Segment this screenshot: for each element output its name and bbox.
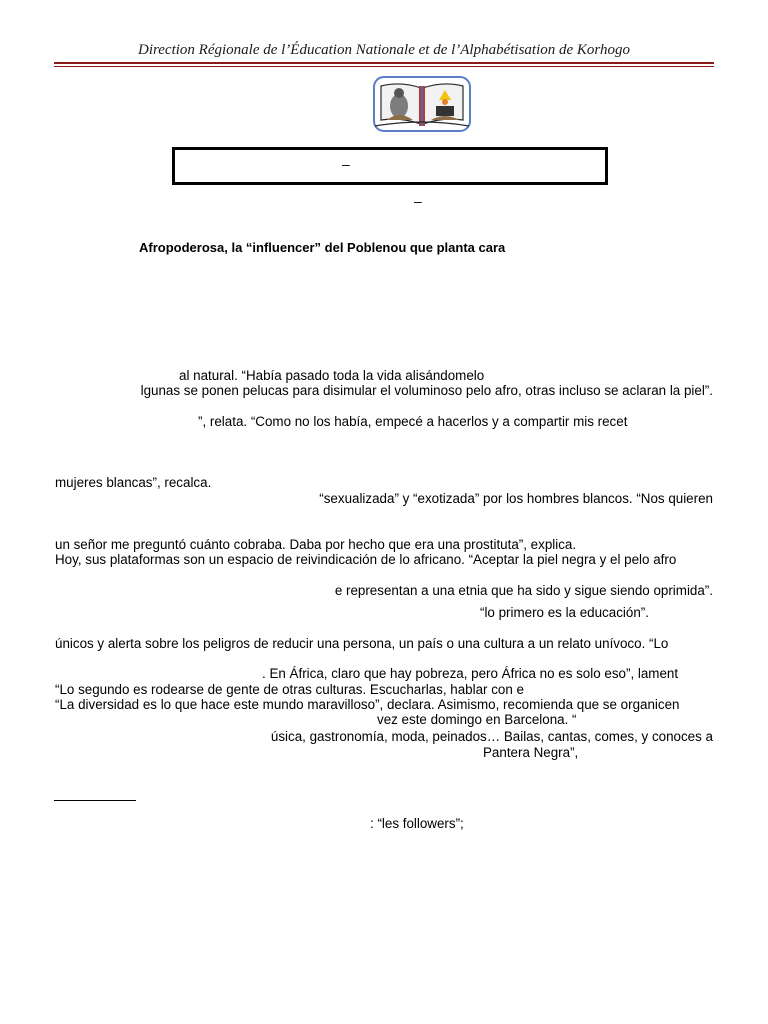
title-box-dash: – xyxy=(342,156,350,172)
body-line: “Lo segundo es rodearse de gente de otras culturas. Escucharlas, hablar con e xyxy=(55,682,524,697)
page-header-title: Direction Régionale de l’Éducation Nationale et de l’Alphabétisation de Korhogo xyxy=(137,42,630,58)
footnote-separator xyxy=(54,800,136,801)
body-line: únicos y alerta sobre los peligros de reducir una persona, un país o una cultura a un relato unívoco. “Lo xyxy=(55,636,669,651)
footnote-text: : “les followers”; xyxy=(370,816,464,831)
body-line: “lo primero es la educación”. xyxy=(480,605,649,620)
body-line: un señor me preguntó cuánto cobraba. Daba por hecho que era una prostituta”, explica. xyxy=(55,537,577,552)
body-line: ”, relata. “Como no los había, empecé a hacerlos y a compartir mis recet xyxy=(198,414,628,429)
header-rule-thin xyxy=(54,66,714,67)
body-line: “sexualizada” y “exotizada” por los hombres blancos. “Nos quieren xyxy=(319,491,713,506)
title-box xyxy=(172,147,608,185)
subtitle-dash: – xyxy=(414,193,422,209)
body-line: Hoy, sus plataformas son un espacio de reivindicación de lo africano. “Aceptar la piel negra y el pelo afro xyxy=(55,552,677,567)
body-line: vez este domingo en Barcelona. “ xyxy=(377,712,577,727)
body-line: úsica, gastronomía, moda, peinados… Bailas, cantas, comes, y conoces a xyxy=(270,729,713,744)
body-line: “La diversidad es lo que hace este mundo maravilloso”, declara. Asimismo, recomienda que se organicen xyxy=(55,697,680,712)
body-line: al natural. “Había pasado toda la vida alisándomelo xyxy=(179,368,485,383)
body-line: e representan a una etnia que ha sido y sigue siendo oprimida”. xyxy=(334,583,713,598)
article-headline: Afropoderosa, la “influencer” del Poblenou que planta cara xyxy=(139,240,506,255)
body-line: lgunas se ponen pelucas para disimular el voluminoso pelo afro, otras incluso se aclaran la piel”. xyxy=(140,383,713,398)
body-line: . En África, claro que hay pobreza, pero África no es solo eso”, lament xyxy=(262,666,679,681)
open-book-emblem-icon xyxy=(373,76,471,132)
body-line: Pantera Negra”, xyxy=(483,745,579,760)
header-rule-thick xyxy=(54,62,714,64)
body-line: mujeres blancas”, recalca. xyxy=(55,475,212,490)
